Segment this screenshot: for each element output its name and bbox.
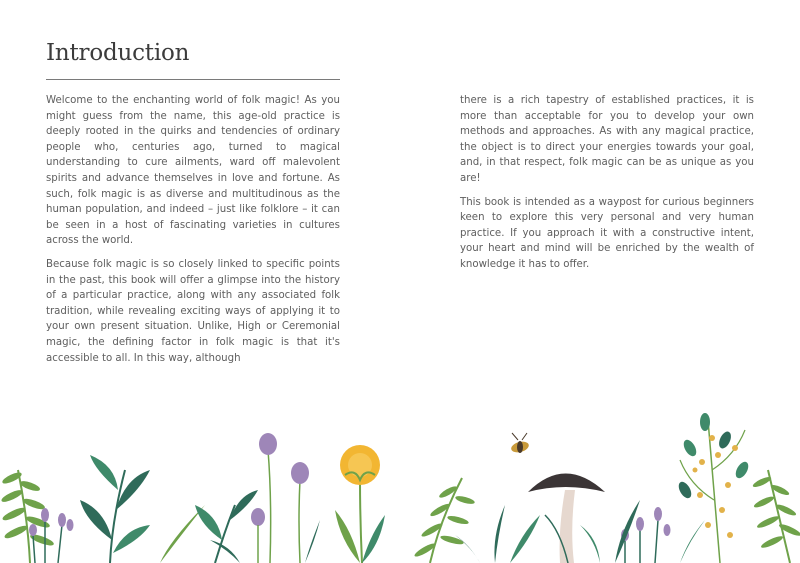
leaf-sprig-icon [455,505,540,563]
botanical-illustration [0,395,800,563]
moth-icon [510,433,530,454]
purple-flower-icon [251,433,309,563]
title-divider [46,79,340,80]
paragraph: Welcome to the enchanting world of folk magic! As you might guess from the name, this age-old practice is deeply rooted in the quirks and tendencies of ordinary people who, centuries ago, turned to magical understanding to cure ailments, ward off malevolent spirits and advance themselves in love and fortune. As such, folk magic is as diverse and multitudinous as the human population, and indeed – just like folklore – it can be seen in a host of fascinating varieties in cultures across the world. [46,95,340,247]
paragraph: Because folk magic is so closely linked to specific points in the past, this book will offer a glimpse into the history of a particular practice, along with any associated folk tradition, while revealing exciting ways of applying it to your own present situation. Unlike, High or Ceremonial magic, the defining factor in folk magic is that it's accessible to all. In this way, although [46,258,340,364]
dandelion-icon [335,445,385,563]
paragraph: there is a rich tapestry of established practices, it is more than acceptable for you to develop your own methods and approaches. As with any magical practice, the object is to direct your energies towards your goal, and, in that respect, folk magic can be as unique as you are! [460,95,754,184]
leaf-sprig-icon [580,500,705,563]
page-title: Introduction [46,40,190,66]
fern-icon [752,470,800,563]
mushroom-icon [528,474,605,563]
left-column [46,93,340,374]
purple-flower-icon [621,507,671,563]
right-column [460,93,754,281]
berry-branch-icon [676,413,751,563]
leaf-sprig-icon [80,455,205,563]
fern-icon [413,478,475,563]
paragraph: This book is intended as a waypost for curious beginners keen to explore this very personal and very human practice. If you approach it with a constructive intent, your heart and mind will be enriched by the wealth of knowledge it has to offer. [460,196,754,270]
